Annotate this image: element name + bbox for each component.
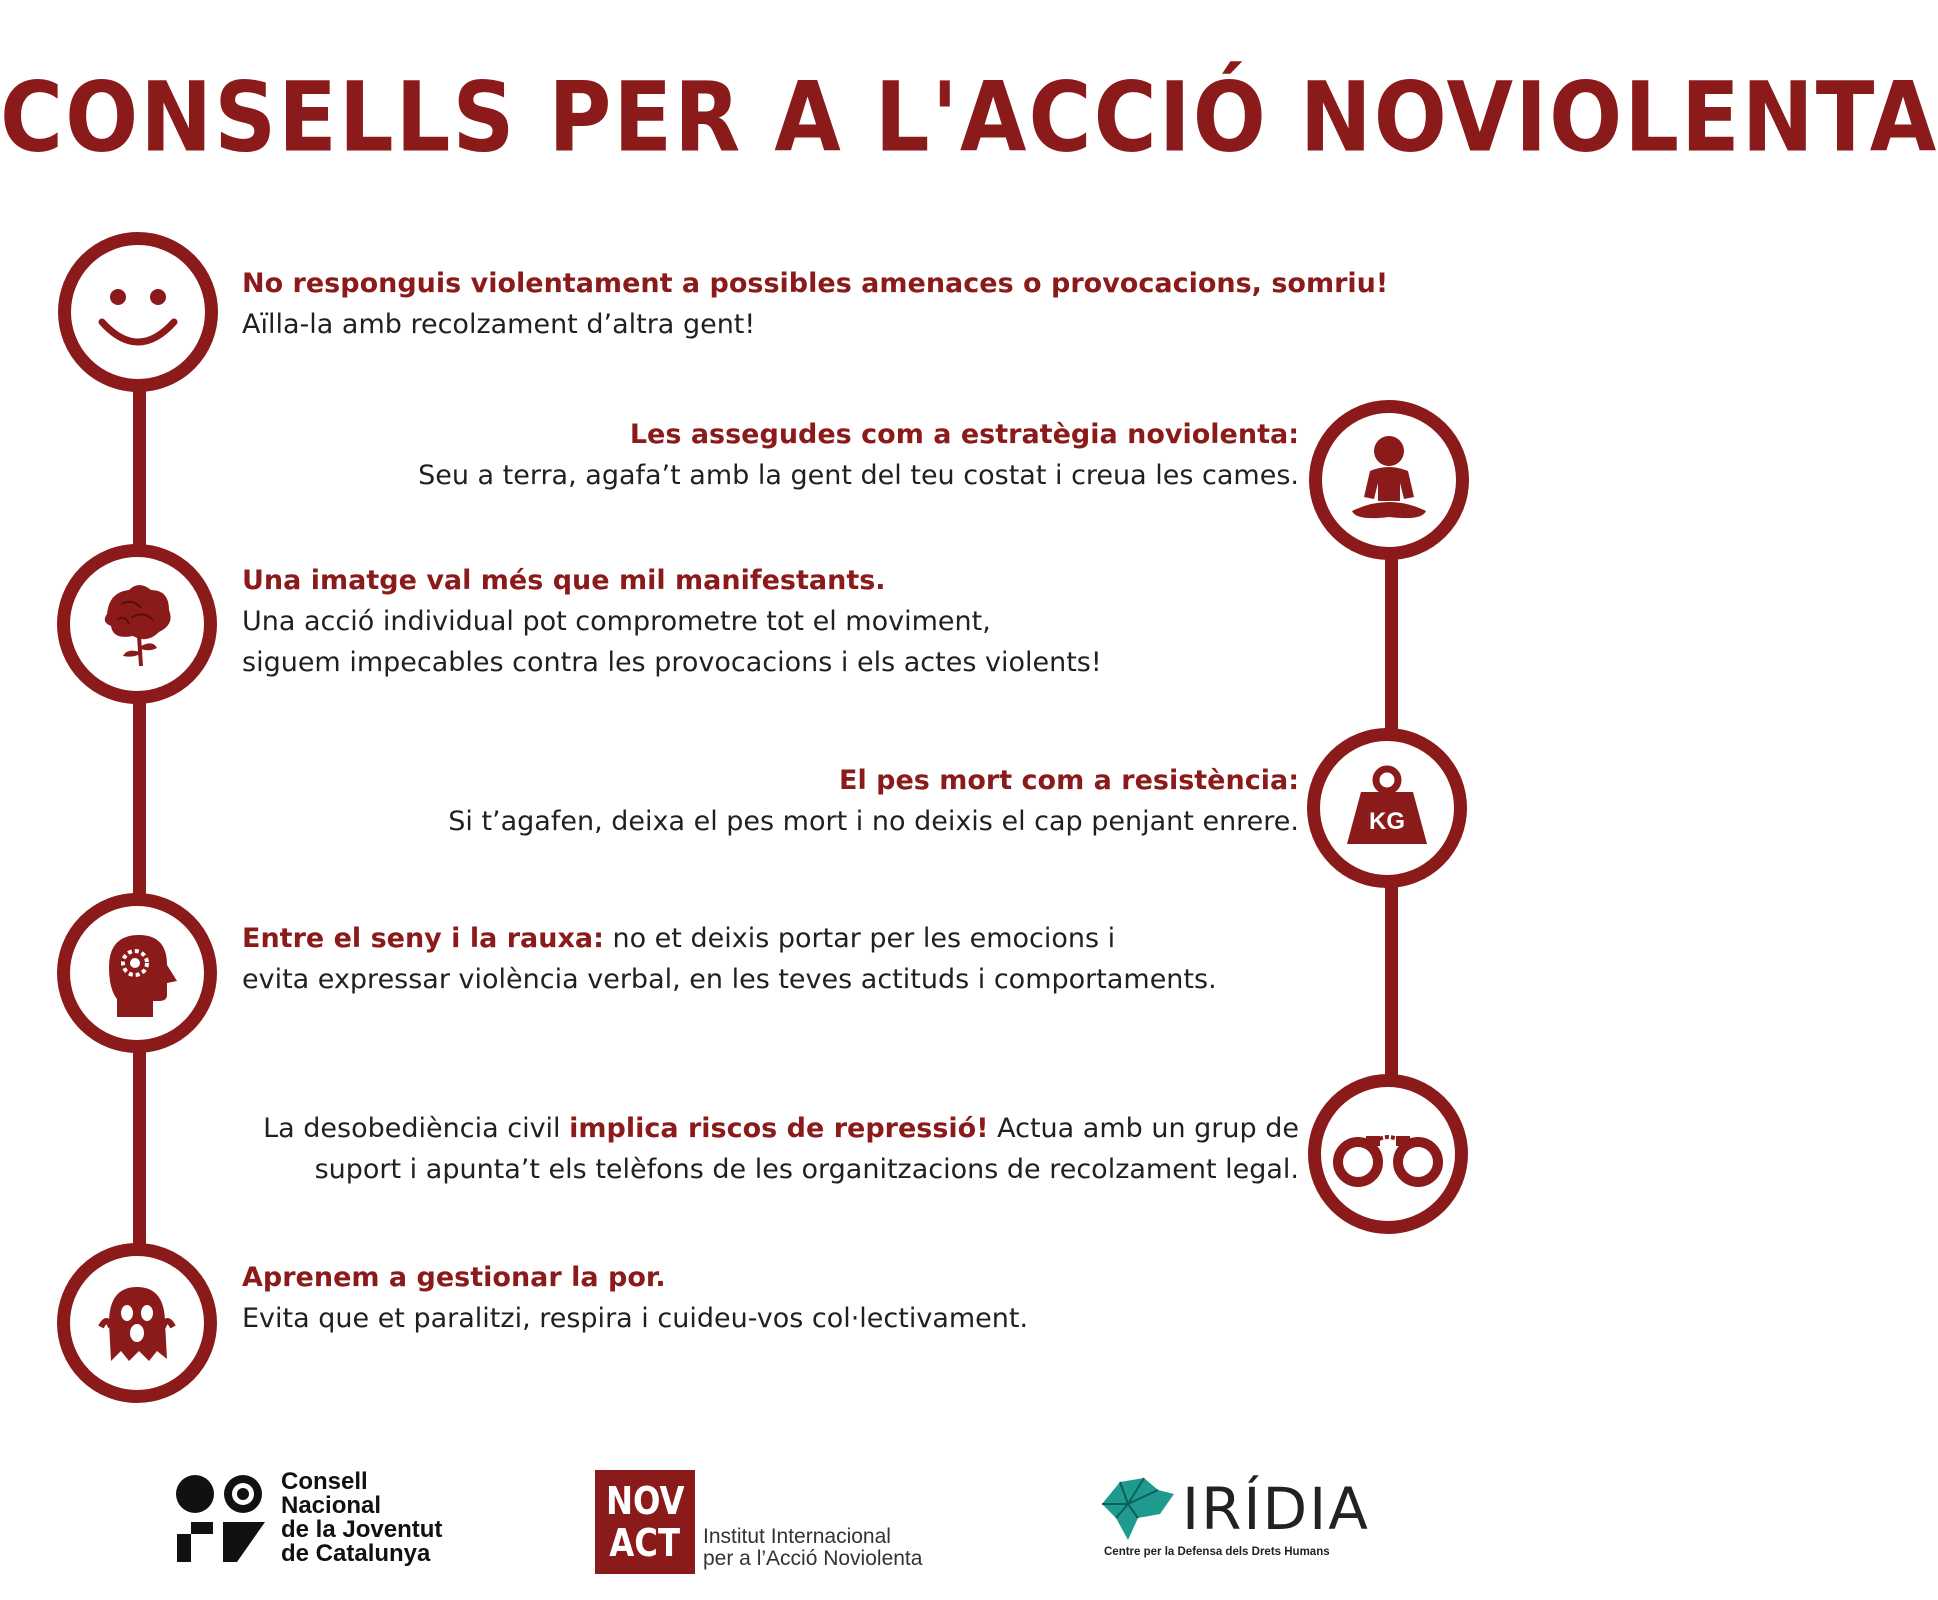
left-timeline-line bbox=[133, 310, 146, 1310]
tip-1-text bbox=[242, 263, 1388, 345]
tip-3-text bbox=[242, 560, 1102, 683]
ghost-icon bbox=[87, 1273, 187, 1373]
tip-3-heading: Una imatge val més que mil manifestants. bbox=[242, 565, 886, 596]
tip-6-circle bbox=[1308, 1074, 1468, 1234]
cnjc-logo-text bbox=[281, 1470, 442, 1566]
novact-logo bbox=[595, 1470, 922, 1574]
tip-4-circle bbox=[1307, 728, 1467, 888]
tip-6-text bbox=[263, 1108, 1299, 1190]
weight-icon bbox=[1337, 758, 1437, 858]
iridia-logo-name: IRÍDIA bbox=[1182, 1475, 1370, 1543]
tip-3-line2: siguem impecables contra les provocacions i els actes violents! bbox=[242, 647, 1102, 678]
cnjc-logo bbox=[175, 1470, 442, 1566]
tip-2-text bbox=[418, 414, 1299, 496]
tip-5-text bbox=[242, 918, 1217, 1000]
tip-1-line1: Aïlla-la amb recolzament d’altra gent! bbox=[242, 309, 756, 340]
tip-3-circle bbox=[57, 544, 217, 704]
tip-6-pre: La desobediència civil bbox=[263, 1113, 570, 1144]
tip-1-heading: No responguis violentament a possibles amenaces o provocacions, somriu! bbox=[242, 268, 1389, 299]
tip-2-heading: Les assegudes com a estratègia noviolenta: bbox=[629, 419, 1299, 450]
tip-5-line2: evita expressar violència verbal, en les teves actituds i comportaments. bbox=[242, 964, 1217, 995]
head-gear-icon bbox=[87, 923, 187, 1023]
novact-logo-mark bbox=[595, 1470, 695, 1574]
iridia-logo bbox=[1098, 1474, 1370, 1558]
novact-mark-top: NOV bbox=[605, 1479, 685, 1523]
cnjc-line-1: Consell bbox=[281, 1468, 368, 1495]
weight-icon-label: KG bbox=[1369, 808, 1405, 835]
tip-4-line1: Si t’agafen, deixa el pes mort i no deixis el cap penjant enrere. bbox=[448, 806, 1299, 837]
cnjc-line-3: de la Joventut bbox=[281, 1516, 443, 1543]
cnjc-logo-mark bbox=[175, 1472, 267, 1564]
tip-4-text bbox=[448, 760, 1299, 842]
tip-6-line2: suport i apunta’t els telèfons de les organitzacions de recolzament legal. bbox=[314, 1154, 1299, 1185]
tip-7-line1: Evita que et paralitzi, respira i cuideu-vos col·lectivament. bbox=[242, 1303, 1029, 1334]
tip-2-line1: Seu a terra, agafa’t amb la gent del teu costat i creua les cames. bbox=[418, 460, 1299, 491]
iridia-logo-mark bbox=[1098, 1474, 1178, 1544]
tip-4-heading: El pes mort com a resistència: bbox=[839, 765, 1299, 796]
smiley-icon bbox=[88, 262, 188, 362]
novact-logo-text bbox=[703, 1526, 922, 1574]
cnjc-line-4: de Catalunya bbox=[281, 1540, 431, 1567]
tip-5-circle bbox=[57, 893, 217, 1053]
carnation-icon bbox=[87, 574, 187, 674]
tip-7-heading: Aprenem a gestionar la por. bbox=[242, 1262, 666, 1293]
iridia-logo-subtitle: Centre per la Defensa dels Drets Humans bbox=[1104, 1546, 1330, 1558]
tip-5-heading: Entre el seny i la rauxa: bbox=[242, 923, 604, 954]
tip-6-post: Actua amb un grup de bbox=[988, 1113, 1299, 1144]
page-title: CONSELLS PER A L'ACCIÓ NOVIOLENTA bbox=[0, 62, 1938, 174]
novact-sub-2: per a l’Acció Noviolenta bbox=[703, 1547, 923, 1570]
tip-6-heading: implica riscos de repressió! bbox=[569, 1113, 989, 1144]
tip-5-line1: no et deixis portar per les emocions i bbox=[603, 923, 1116, 954]
cnjc-line-2: Nacional bbox=[281, 1492, 382, 1519]
tip-7-circle bbox=[57, 1243, 217, 1403]
tip-1-circle bbox=[58, 232, 218, 392]
tip-7-text bbox=[242, 1257, 1028, 1339]
tip-3-line1: Una acció individual pot comprometre tot el moviment, bbox=[242, 606, 991, 637]
sitting-person-icon bbox=[1334, 425, 1444, 535]
handcuffs-icon bbox=[1328, 1104, 1448, 1204]
novact-mark-bottom: ACT bbox=[609, 1521, 681, 1565]
novact-sub-1: Institut Internacional bbox=[703, 1525, 891, 1548]
tip-2-circle bbox=[1309, 400, 1469, 560]
